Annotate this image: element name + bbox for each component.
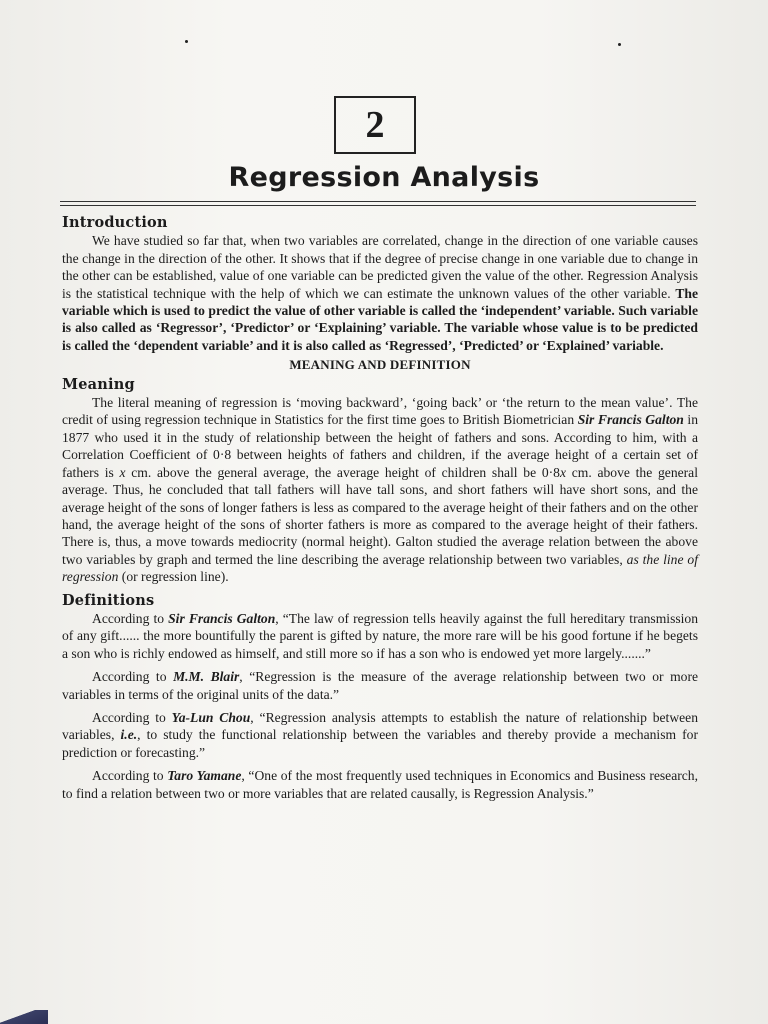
definition-blair [62,668,698,703]
definition-yamane [62,767,698,802]
introduction-paragraph [62,232,698,354]
page-content [62,212,698,802]
author-name: Sir Francis Galton [168,610,276,626]
title-rule-top [60,201,696,202]
ie-abbrev: i.e. [120,727,138,743]
author-name: M.M. Blair [173,669,240,685]
def-text: , “One of the most frequently used techniques in Economics and Business research, to find a relation between two or more variables that are related causally, is Regression Analysis.” [62,768,698,801]
definition-chou [62,709,698,761]
meaning-definition-heading: MEANING AND DEFINITION [289,357,471,373]
chapter-number-box [334,96,416,154]
meaning-text-1: The literal meaning of regression is ‘moving backward’, ‘going back’ or ‘the return to the mean value’. The credit of using regression technique in Statistics for the first time goes to British Biometrician [62,395,698,428]
def-text: According to [92,709,172,725]
galton-name: Sir Francis Galton [577,412,684,428]
photo-corner-shadow [0,1010,48,1024]
intro-text-2: The variable which is used to predict the value of other variable is called the ‘independent’ variable. Such variable is also called as ‘Regressor’, ‘Predictor’ or ‘Explaining’ variable. The variable whose value is to be predicted is called the ‘dependent variable’ and it is also called as ‘Regressed’, ‘Predicted’ or ‘Explained’ variable. [62,285,698,353]
def-text: , “Regression analysis attempts to establish the nature of relationship between variables, [62,709,699,743]
def-text: , to study the functional relationship between the variables and thereby provide a mechanism for prediction or forecasting.” [62,727,698,760]
author-name: Taro Yamane [167,768,242,784]
chapter-title: Regression Analysis [228,162,540,193]
line-of-regression: as the line of regression [62,551,698,585]
def-text: According to [92,768,168,784]
title-rule-bottom [60,205,696,206]
meaning-text-3: cm. above the general average, the average height of children shall be 0·8 [125,464,560,480]
definitions-heading: Definitions [62,591,155,609]
definition-galton [62,610,698,662]
intro-text-1: We have studied so far that, when two variables are correlated, change in the direction of one variable causes the change in the direction of the other. It shows that if the degree of precise change in one variable due to change in the other can be established, value of one variable can be predicted given the value of the other. Regression Analysis is the statistical technique with the help of which we can estimate the unknown values of the other variable. [62,233,698,301]
meaning-text-4: cm. above the general average. Thus, he concluded that tall fathers will have tall sons, and short fathers will have short sons, and the average height of the sons of longer fathers is less as compared to the average height of their fathers and on the other hand, the average height of the sons of shorter fathers is more as compared to the average height of their fathers. There is, thus, a move towards mediocrity (normal height). Galton studied the average relation between the above two variables by graph and termed the line describing the average relationship between two variables, [62,464,698,567]
def-text: , “Regression is the measure of the average relationship between two or more variables in terms of the original units of the data.” [62,669,699,702]
def-text: , “The law of regression tells heavily against the full hereditary transmission of any gift...... the more bountifully the parent is gifted by nature, the more rare will be his good fortune if he begets a son who is richly endowed as himself, and still more so if has a son who is endowed yet more largely.......” [62,610,699,661]
variable-x: x [119,464,126,480]
introduction-heading: Introduction [62,214,168,231]
def-text: According to [92,610,169,626]
ink-speck [618,43,621,46]
meaning-paragraph [62,394,698,585]
author-name: Ya-Lun Chou [171,709,251,725]
chapter-number: 2 [365,104,385,146]
meaning-text-2: in 1877 who used it in the study of relationship between the height of fathers and sons. According to him, with a Correlation Coefficient of 0·8 between heights of fathers and children, if the average height of a certain set of fathers is [62,412,698,480]
def-text: According to [92,669,174,685]
meaning-text-5: (or regression line). [118,569,229,585]
variable-x: x [559,464,567,480]
meaning-heading: Meaning [62,375,135,393]
ink-speck [185,40,188,43]
